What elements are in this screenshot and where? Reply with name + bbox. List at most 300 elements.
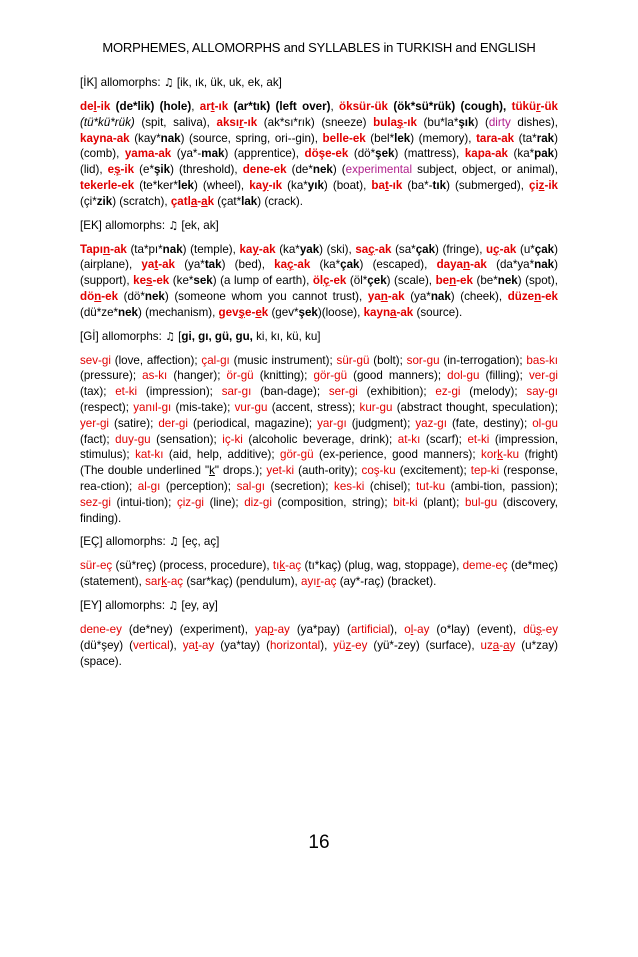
text-run: ç	[493, 242, 500, 256]
text-run: say-gı	[526, 385, 558, 399]
text-run: (line);	[204, 495, 245, 509]
text-run: (u*	[516, 242, 535, 256]
text-run: k	[279, 559, 286, 573]
text-run: ),	[390, 622, 405, 636]
text-run: dene-ey	[80, 622, 122, 636]
text-run: nek	[497, 274, 518, 288]
text-run: (kay*	[129, 131, 161, 145]
section-heading-ey	[80, 599, 558, 613]
text-run: -ik	[544, 178, 558, 192]
text-run: ) (mechanism),	[138, 305, 219, 319]
text-run: -ık	[403, 115, 417, 129]
text-run: (ya*	[404, 289, 431, 303]
text-run: (plant);	[417, 495, 465, 509]
text-run: [EY] allomorphs:	[80, 598, 169, 612]
text-run: ) (crack).	[257, 194, 303, 208]
text-run: (good manners);	[347, 369, 448, 383]
text-run: vur-gu	[234, 400, 268, 414]
text-run: (accent, stress);	[267, 400, 360, 414]
text-run: ör-gü	[226, 369, 254, 383]
text-run: deme-eç	[462, 559, 508, 573]
text-run: sar	[145, 575, 162, 589]
text-run: (scarf);	[420, 432, 468, 446]
text-run: -ık	[388, 178, 403, 192]
text-run: dirty	[488, 115, 511, 129]
text-run: -ak	[374, 242, 392, 256]
music-note-icon: ♫	[163, 76, 174, 89]
text-run: şik	[153, 163, 171, 177]
text-run: nak	[534, 258, 555, 272]
text-run: ) (left over)	[266, 100, 331, 113]
text-run: ) (airplane),	[80, 242, 558, 272]
text-run: (tax);	[80, 385, 116, 399]
text-run: döşe-ek	[304, 147, 349, 161]
text-run: dö	[80, 289, 95, 303]
text-run: (respect);	[80, 400, 134, 414]
text-run: y	[262, 178, 269, 192]
text-run: k	[497, 448, 503, 462]
text-run: bit-ki	[393, 495, 418, 509]
music-note-icon: ♫	[168, 535, 179, 549]
section-heading-ec	[80, 535, 558, 549]
text-run: ) (someone whom you cannot trust),	[164, 289, 368, 303]
text-run: -ak	[470, 258, 487, 272]
text-run: (ka*	[282, 178, 308, 192]
text-run: (exhibition);	[357, 385, 436, 399]
text-run: -	[251, 305, 256, 319]
text-run: ç	[323, 274, 330, 288]
text-run: daya	[436, 258, 464, 272]
text-run: (sar*kaç) (pendulum),	[183, 575, 302, 589]
text-run: al-gı	[137, 479, 161, 493]
section-body-ik	[80, 99, 558, 210]
music-note-icon: ♫	[168, 218, 179, 232]
page-number: 16	[308, 832, 330, 853]
text-run: (sü*reç) (process, procedure),	[112, 559, 273, 573]
text-run: ) (source, spring, ori--gin),	[180, 131, 323, 145]
text-run: iç-ki	[222, 432, 243, 446]
text-run: p	[267, 622, 274, 636]
text-run: -ek	[329, 274, 347, 288]
page-content	[80, 76, 558, 678]
text-run: (ka*	[508, 147, 535, 161]
text-run: -ey	[351, 638, 368, 652]
text-run: (in-terrogation);	[439, 353, 527, 367]
text-run: s	[146, 274, 153, 288]
text-run: şek	[375, 147, 395, 161]
text-run: coş-ku	[361, 464, 396, 478]
text-run: (ya*-	[171, 147, 202, 161]
text-run: (te*ker*	[134, 178, 178, 192]
text-run: (ar*	[228, 100, 253, 113]
text-run: a	[201, 194, 208, 208]
text-run: dü	[523, 622, 537, 636]
text-run: ş	[396, 115, 404, 129]
text-run: mak	[201, 147, 225, 161]
text-run: [	[174, 329, 182, 343]
text-run: sa	[355, 242, 369, 256]
text-run: (de*ney) (experiment),	[121, 622, 256, 636]
text-run: ) (lid),	[80, 147, 559, 177]
text-run: -ek	[541, 289, 558, 303]
text-run: -ık	[243, 115, 258, 129]
text-run: (de*	[286, 163, 313, 177]
text-run: ) (bed),	[221, 258, 275, 272]
text-run: ),	[320, 638, 334, 652]
text-run: gör-gü	[280, 448, 314, 462]
text-run: k	[261, 305, 269, 319]
text-run: kes-ki	[334, 479, 365, 493]
text-run: ka	[239, 242, 253, 256]
text-run: [eç, aç]	[178, 535, 220, 549]
text-run: (music instrument);	[229, 353, 337, 367]
text-run: çek	[367, 274, 387, 288]
text-run: (knitting);	[253, 369, 314, 383]
text-run: (hole)	[159, 100, 192, 113]
text-run: dol-gu	[447, 369, 480, 383]
text-run: ya	[367, 289, 381, 303]
text-run: sor-gu	[406, 353, 440, 367]
text-run: (da*ya*	[486, 258, 535, 272]
music-note-icon: ♫	[168, 598, 179, 612]
text-run: -ek	[456, 274, 473, 288]
text-run: -ek	[152, 274, 170, 288]
text-run: ke	[133, 274, 147, 288]
text-run: (sensation);	[150, 432, 223, 446]
text-run: bul-gu	[464, 495, 498, 509]
text-run: ) (ski),	[319, 242, 356, 256]
text-run: r	[536, 100, 541, 113]
text-run: -ay	[413, 622, 430, 636]
text-run: [Gİ] allomorphs:	[80, 329, 166, 343]
text-run: -aç	[166, 575, 184, 589]
text-run: experimental	[345, 163, 413, 177]
text-run: kur-gu	[359, 400, 393, 414]
text-run: öl	[312, 274, 324, 288]
text-run: sek	[193, 274, 213, 288]
text-run: ) (wheel),	[194, 178, 250, 192]
running-header: MORPHEMES, ALLOMORPHS and SYLLABLES in TURKISH and ENGLISH	[102, 40, 536, 55]
text-run: (ay*-raç) (bracket).	[336, 575, 437, 589]
text-run: -ku	[502, 448, 520, 462]
text-run: ) (escaped),	[359, 258, 437, 272]
text-run: çak	[415, 242, 436, 256]
text-run: yanıl-gı	[133, 400, 172, 414]
text-run: nek	[312, 163, 333, 177]
text-run: t	[210, 100, 215, 113]
text-run: ç	[287, 258, 294, 272]
text-run: (impression, stimulus);	[80, 432, 559, 462]
text-run: -ek	[101, 289, 119, 303]
text-run: ol-gu	[532, 416, 558, 430]
text-run: [ey, ay]	[178, 598, 218, 612]
text-run: ) (mattress),	[394, 147, 465, 161]
text-run: dene-ek	[242, 163, 287, 177]
text-run: tı	[272, 559, 280, 573]
text-run: (source).	[413, 305, 463, 319]
text-run: (hanger);	[167, 369, 227, 383]
text-run: ) (spot),	[517, 274, 558, 288]
text-run: z	[538, 178, 545, 192]
text-run: -ay	[198, 638, 215, 652]
text-run: (perception);	[160, 479, 237, 493]
text-run: nak	[162, 242, 183, 256]
text-run: (ya*pay) (	[289, 622, 351, 636]
text-run: at-kı	[397, 432, 421, 446]
text-run: o	[404, 622, 411, 636]
text-run: (öl*	[346, 274, 368, 288]
text-run: tara-ak	[476, 131, 515, 145]
text-run: -ık	[268, 178, 283, 192]
text-run: pak	[534, 147, 555, 161]
text-run: sev-gi	[80, 353, 111, 367]
text-run: (dö*	[348, 147, 376, 161]
text-run: horizontal	[269, 638, 321, 652]
text-run: )	[150, 100, 160, 113]
text-run: tep-ki	[470, 464, 500, 478]
text-run: ya	[182, 638, 195, 652]
text-run: e	[255, 305, 262, 319]
text-run: lik	[137, 100, 151, 113]
text-run: (auth-ority);	[294, 464, 362, 478]
text-run: ş	[114, 163, 121, 177]
text-run: ç	[368, 242, 375, 256]
text-run: be	[435, 274, 450, 288]
text-run: artificial	[350, 622, 391, 636]
text-run: ) (	[332, 163, 346, 177]
text-run: k	[209, 464, 215, 478]
text-run: [ik, ık, ük, uk, ek, ak]	[173, 76, 282, 89]
text-run: zik	[96, 194, 113, 208]
text-run: sür-gü	[336, 353, 370, 367]
text-run: tık	[432, 178, 447, 192]
text-run: (ya*tay) (	[214, 638, 270, 652]
text-run: r	[239, 115, 244, 129]
text-run: kayna-ak	[80, 131, 130, 145]
text-run: uz	[480, 638, 493, 652]
text-run: çak	[534, 242, 555, 256]
text-run: -	[197, 194, 202, 208]
text-run: gi, gı, gü, gu,	[181, 329, 253, 343]
text-run: -ay	[273, 622, 290, 636]
section-body-ey	[80, 622, 558, 669]
text-run: yak	[299, 242, 320, 256]
text-run: (abstract thought, speculation);	[392, 400, 558, 414]
text-run: (impression);	[137, 385, 222, 399]
text-run: (ök*sü*rük)	[388, 100, 456, 113]
text-run: ) (scale),	[386, 274, 436, 288]
text-run: (e*	[134, 163, 154, 177]
text-run: bula	[373, 115, 397, 129]
text-run: ver-gi	[528, 369, 558, 383]
text-run: (aid, help, additive);	[163, 448, 281, 462]
text-run: (tı*kaç) (plug, wag, stoppage),	[301, 559, 463, 573]
text-run: -ik	[96, 100, 111, 113]
text-run: (fright) (The double underlined "	[80, 448, 559, 478]
text-run: -aç	[285, 559, 302, 573]
text-run: l	[410, 622, 414, 636]
text-run: (mis-take);	[171, 400, 235, 414]
text-run: (secretion);	[264, 479, 335, 493]
text-run: (spit, saliva),	[134, 115, 217, 129]
text-run: nak	[160, 131, 181, 145]
text-run: (gev*	[268, 305, 299, 319]
text-run: ki, kı, kü, ku]	[252, 329, 321, 343]
text-run: de	[80, 100, 94, 113]
section-heading-gi	[80, 330, 558, 344]
text-run: (fact);	[80, 432, 116, 446]
text-run: (ex-perience, good manners);	[313, 448, 482, 462]
text-run: ),	[169, 638, 183, 652]
text-run: duy-gu	[115, 432, 151, 446]
text-run: -ak	[158, 258, 175, 272]
text-run: (response, rea-ction);	[80, 464, 558, 493]
text-run: yer-gi	[80, 416, 109, 430]
text-run: -ey	[541, 622, 558, 636]
text-run: z	[345, 638, 352, 652]
text-run: (dü*şey) (	[80, 638, 133, 652]
text-run: (ambi-tion, passion);	[445, 479, 559, 493]
text-run: ) (fringe),	[435, 242, 487, 256]
text-run: (dö*	[118, 289, 145, 303]
text-run: (de*meç) (statement),	[80, 559, 558, 589]
text-run: lak	[241, 194, 258, 208]
text-run: (ka*	[275, 242, 300, 256]
text-run: dishes),	[510, 115, 558, 129]
text-run: (ban-dage);	[251, 385, 329, 399]
text-run: gev	[218, 305, 239, 319]
text-run: ka	[274, 258, 288, 272]
text-run: diz-gi	[244, 495, 272, 509]
text-run: vertical	[132, 638, 170, 652]
text-run: -ak	[396, 305, 414, 319]
text-run: lek	[177, 178, 194, 192]
text-run: as-kı	[142, 369, 168, 383]
text-run: kayn	[363, 305, 391, 319]
text-run: [ek, ak]	[178, 218, 219, 232]
text-run: ) (	[474, 115, 489, 129]
text-run: (composition, string);	[271, 495, 394, 509]
text-run: tak	[204, 258, 222, 272]
text-run: et-ki	[467, 432, 490, 446]
text-run: ) (cheek),	[450, 289, 508, 303]
text-run: ) (temple),	[182, 242, 240, 256]
text-run: yaz-gı	[415, 416, 447, 430]
text-run: (ya*	[174, 258, 205, 272]
text-run: ka	[249, 178, 263, 192]
text-run: ş	[238, 305, 245, 319]
music-note-icon: ♫	[165, 329, 175, 343]
text-run: ayı	[301, 575, 317, 589]
text-run: [İK] allomorphs:	[80, 76, 164, 89]
text-run: tekerle-ek	[80, 178, 135, 192]
text-run: öksür-ük	[339, 100, 389, 113]
text-run: -aç	[320, 575, 337, 589]
text-run: n	[449, 274, 457, 288]
text-run: (o*lay) (event),	[429, 622, 524, 636]
text-run: (periodical, magazine);	[187, 416, 318, 430]
text-run: (dü*ze*	[80, 305, 119, 319]
text-run: ya	[255, 622, 268, 636]
text-run: düze	[507, 289, 535, 303]
text-run: (ta*pı*	[126, 242, 163, 256]
text-run: kor	[481, 448, 498, 462]
text-run: (melody);	[460, 385, 527, 399]
text-run: belle-ek	[322, 131, 366, 145]
text-run: nek	[118, 305, 139, 319]
text-run: a	[503, 638, 510, 652]
text-run: (ba*-	[402, 178, 433, 192]
text-run: ) (scratch),	[112, 194, 171, 208]
text-run: tık	[252, 100, 267, 113]
text-run: gör-gü	[313, 369, 348, 383]
section-heading-ik	[80, 76, 558, 90]
text-run: n	[102, 242, 111, 256]
text-run: sür-eç	[80, 559, 113, 573]
text-run: nak	[430, 289, 451, 303]
text-run: -ak	[110, 242, 127, 256]
text-run: [EÇ] allomorphs:	[80, 535, 169, 549]
text-run: ) (threshold),	[170, 163, 243, 177]
text-run: ya	[141, 258, 155, 272]
text-run: çiz-gi	[176, 495, 204, 509]
text-run: aksı	[216, 115, 240, 129]
text-run: (satire);	[109, 416, 159, 430]
text-run: (excitement);	[395, 464, 471, 478]
text-run: ,	[330, 100, 340, 113]
section-body-ec	[80, 558, 558, 590]
text-run: Tapı	[80, 242, 103, 256]
text-run: nek	[144, 289, 165, 303]
text-run: (u*zay) (space).	[80, 638, 558, 668]
text-run: (ta*	[514, 131, 537, 145]
text-run: (ke*	[169, 274, 194, 288]
text-run: der-gi	[158, 416, 188, 430]
text-run: n	[463, 258, 471, 272]
text-run: (fate, destiny);	[446, 416, 533, 430]
text-run: e	[107, 163, 115, 177]
text-run: (discovery, finding).	[80, 495, 558, 525]
text-run: -ak	[387, 289, 405, 303]
text-run: (bolt);	[369, 353, 407, 367]
text-run: (ak*sı*rık) (sneeze)	[257, 115, 374, 129]
text-run: ser-gi	[328, 385, 358, 399]
text-run: çi	[529, 178, 539, 192]
text-run: ar	[199, 100, 211, 113]
text-run: sez-gi	[80, 495, 111, 509]
text-run: n	[380, 289, 388, 303]
text-run: (bel*	[365, 131, 395, 145]
text-run: a	[492, 638, 500, 652]
section-body-gi	[80, 353, 558, 527]
text-run: kapa-ak	[464, 147, 508, 161]
text-run: yü	[333, 638, 346, 652]
text-run: (filling);	[479, 369, 529, 383]
text-run: ) (boat),	[323, 178, 372, 192]
text-run: u	[486, 242, 494, 256]
text-run: l	[93, 100, 97, 113]
section-body-ek	[80, 242, 558, 321]
text-run: k	[161, 575, 167, 589]
text-run: ) (apprentice),	[224, 147, 305, 161]
text-run: r	[316, 575, 321, 589]
text-run: t	[154, 258, 159, 272]
text-run: a	[390, 305, 397, 319]
text-run: -ak	[293, 258, 311, 272]
text-run: a	[190, 194, 198, 208]
text-run: e	[244, 305, 252, 319]
text-run: (cough),	[455, 100, 512, 113]
